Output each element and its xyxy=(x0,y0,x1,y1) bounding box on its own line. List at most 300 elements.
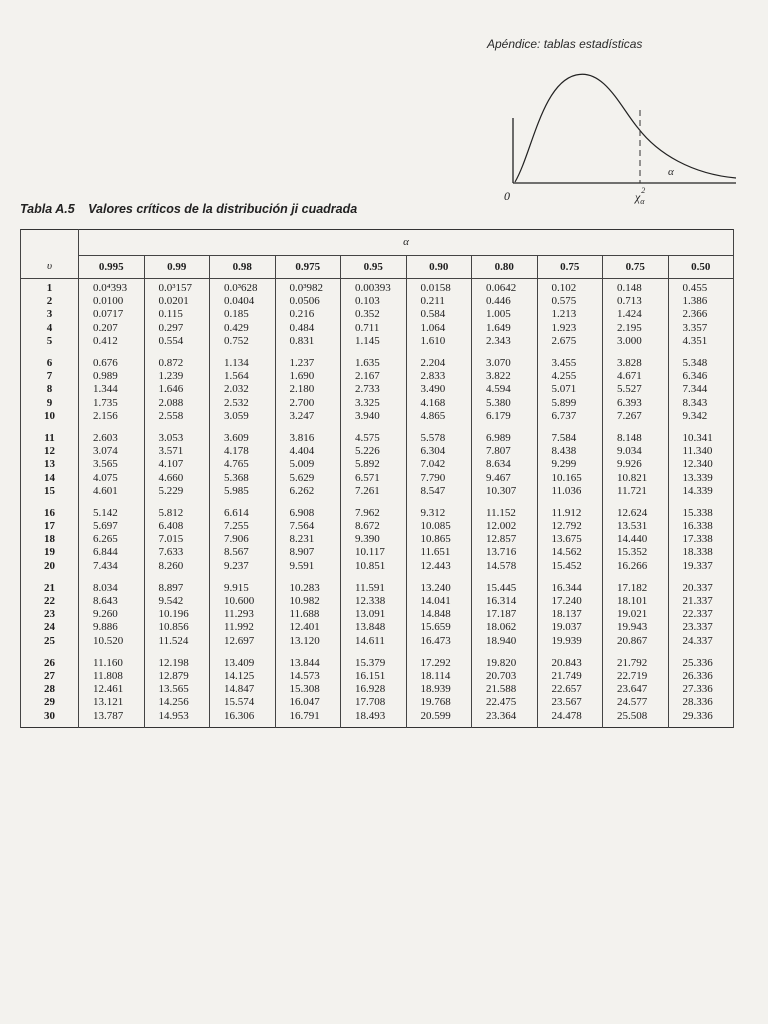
value-cell: 3.490 xyxy=(406,383,472,396)
value-cell: 8.148 xyxy=(603,423,669,445)
table-number: Tabla A.5 xyxy=(20,202,75,216)
value-cell: 16.928 xyxy=(341,683,407,696)
value-cell: 4.351 xyxy=(668,335,734,348)
value-cell: 12.461 xyxy=(79,683,145,696)
value-cell: 12.857 xyxy=(472,533,538,546)
nu-header-spacer xyxy=(21,230,79,256)
value-cell: 1.239 xyxy=(144,370,210,383)
value-cell: 16.338 xyxy=(668,520,734,533)
value-cell: 10.821 xyxy=(603,471,669,484)
value-cell: 10.865 xyxy=(406,533,472,546)
table-row xyxy=(21,471,734,484)
value-cell: 4.865 xyxy=(406,410,472,423)
value-cell: 1.610 xyxy=(406,335,472,348)
value-cell: 7.255 xyxy=(210,520,276,533)
table-row xyxy=(21,485,734,498)
nu-cell: 9 xyxy=(21,397,79,410)
value-cell: 7.434 xyxy=(79,560,145,573)
value-cell: 6.737 xyxy=(537,410,603,423)
value-cell: 21.792 xyxy=(603,648,669,670)
value-cell: 8.547 xyxy=(406,485,472,498)
value-cell: 11.912 xyxy=(537,498,603,520)
value-cell: 8.438 xyxy=(537,445,603,458)
value-cell: 18.493 xyxy=(341,709,407,727)
nu-cell: 19 xyxy=(21,546,79,559)
value-cell: 5.892 xyxy=(341,458,407,471)
table-row xyxy=(21,498,734,520)
value-cell: 12.401 xyxy=(275,621,341,634)
nu-cell: 22 xyxy=(21,595,79,608)
nu-cell: 27 xyxy=(21,670,79,683)
value-cell: 0.185 xyxy=(210,308,276,321)
value-cell: 13.339 xyxy=(668,471,734,484)
value-cell: 15.574 xyxy=(210,696,276,709)
value-cell: 11.524 xyxy=(144,635,210,648)
value-cell: 16.266 xyxy=(603,560,669,573)
value-cell: 19.337 xyxy=(668,560,734,573)
value-cell: 23.337 xyxy=(668,621,734,634)
value-cell: 9.299 xyxy=(537,458,603,471)
value-cell: 0.0³157 xyxy=(144,279,210,296)
value-cell: 6.262 xyxy=(275,485,341,498)
nu-cell: 4 xyxy=(21,322,79,335)
table-row xyxy=(21,648,734,670)
value-cell: 4.075 xyxy=(79,471,145,484)
value-cell: 0.00393 xyxy=(341,279,407,296)
value-cell: 1.564 xyxy=(210,370,276,383)
value-cell: 6.346 xyxy=(668,370,734,383)
value-cell: 2.603 xyxy=(79,423,145,445)
value-cell: 11.591 xyxy=(341,573,407,595)
value-cell: 15.379 xyxy=(341,648,407,670)
value-cell: 4.660 xyxy=(144,471,210,484)
value-cell: 11.992 xyxy=(210,621,276,634)
value-cell: 1.064 xyxy=(406,322,472,335)
value-cell: 0.446 xyxy=(472,295,538,308)
value-cell: 7.261 xyxy=(341,485,407,498)
column-header-row xyxy=(21,256,734,279)
value-cell: 5.985 xyxy=(210,485,276,498)
table-row xyxy=(21,709,734,727)
table-row xyxy=(21,573,734,595)
value-cell: 3.000 xyxy=(603,335,669,348)
value-cell: 2.088 xyxy=(144,397,210,410)
value-cell: 10.851 xyxy=(341,560,407,573)
value-cell: 9.260 xyxy=(79,608,145,621)
value-cell: 13.240 xyxy=(406,573,472,595)
value-cell: 0.713 xyxy=(603,295,669,308)
value-cell: 19.768 xyxy=(406,696,472,709)
value-cell: 11.688 xyxy=(275,608,341,621)
value-cell: 0.831 xyxy=(275,335,341,348)
value-cell: 10.307 xyxy=(472,485,538,498)
value-cell: 19.021 xyxy=(603,608,669,621)
value-cell: 5.071 xyxy=(537,383,603,396)
value-cell: 6.571 xyxy=(341,471,407,484)
nu-cell: 16 xyxy=(21,498,79,520)
value-cell: 12.338 xyxy=(341,595,407,608)
value-cell: 4.178 xyxy=(210,445,276,458)
table-row xyxy=(21,560,734,573)
value-cell: 2.700 xyxy=(275,397,341,410)
value-cell: 7.015 xyxy=(144,533,210,546)
column-header: 0.98 xyxy=(210,256,276,279)
value-cell: 17.708 xyxy=(341,696,407,709)
value-cell: 20.843 xyxy=(537,648,603,670)
value-cell: 3.828 xyxy=(603,348,669,370)
value-cell: 5.527 xyxy=(603,383,669,396)
value-cell: 3.822 xyxy=(472,370,538,383)
value-cell: 0.0⁴393 xyxy=(79,279,145,296)
value-cell: 14.339 xyxy=(668,485,734,498)
value-cell: 0.584 xyxy=(406,308,472,321)
value-cell: 0.352 xyxy=(341,308,407,321)
value-cell: 14.611 xyxy=(341,635,407,648)
value-cell: 13.565 xyxy=(144,683,210,696)
value-cell: 0.872 xyxy=(144,348,210,370)
value-cell: 21.588 xyxy=(472,683,538,696)
nu-cell: 8 xyxy=(21,383,79,396)
value-cell: 10.165 xyxy=(537,471,603,484)
table-row xyxy=(21,635,734,648)
value-cell: 13.844 xyxy=(275,648,341,670)
value-cell: 11.152 xyxy=(472,498,538,520)
value-cell: 8.672 xyxy=(341,520,407,533)
value-cell: 4.594 xyxy=(472,383,538,396)
value-cell: 1.237 xyxy=(275,348,341,370)
value-cell: 2.366 xyxy=(668,308,734,321)
nu-cell: 3 xyxy=(21,308,79,321)
value-cell: 25.336 xyxy=(668,648,734,670)
value-cell: 13.675 xyxy=(537,533,603,546)
value-cell: 0.297 xyxy=(144,322,210,335)
value-cell: 7.633 xyxy=(144,546,210,559)
value-cell: 15.659 xyxy=(406,621,472,634)
value-cell: 0.554 xyxy=(144,335,210,348)
value-cell: 0.103 xyxy=(341,295,407,308)
value-cell: 17.338 xyxy=(668,533,734,546)
value-cell: 9.915 xyxy=(210,573,276,595)
value-cell: 3.565 xyxy=(79,458,145,471)
value-cell: 7.344 xyxy=(668,383,734,396)
value-cell: 15.308 xyxy=(275,683,341,696)
value-cell: 2.167 xyxy=(341,370,407,383)
nu-cell: 11 xyxy=(21,423,79,445)
value-cell: 8.634 xyxy=(472,458,538,471)
value-cell: 14.573 xyxy=(275,670,341,683)
column-header: 0.975 xyxy=(275,256,341,279)
nu-cell: 2 xyxy=(21,295,79,308)
column-header: 0.75 xyxy=(537,256,603,279)
value-cell: 8.643 xyxy=(79,595,145,608)
nu-cell: 25 xyxy=(21,635,79,648)
value-cell: 0.0506 xyxy=(275,295,341,308)
value-cell: 9.390 xyxy=(341,533,407,546)
value-cell: 3.816 xyxy=(275,423,341,445)
value-cell: 6.179 xyxy=(472,410,538,423)
value-cell: 12.198 xyxy=(144,648,210,670)
value-cell: 2.156 xyxy=(79,410,145,423)
value-cell: 6.408 xyxy=(144,520,210,533)
nu-cell: 28 xyxy=(21,683,79,696)
value-cell: 8.231 xyxy=(275,533,341,546)
nu-cell: 1 xyxy=(21,279,79,296)
value-cell: 3.247 xyxy=(275,410,341,423)
value-cell: 1.005 xyxy=(472,308,538,321)
value-cell: 5.368 xyxy=(210,471,276,484)
value-cell: 10.341 xyxy=(668,423,734,445)
value-cell: 2.343 xyxy=(472,335,538,348)
nu-cell: 26 xyxy=(21,648,79,670)
table-row xyxy=(21,621,734,634)
table-row xyxy=(21,595,734,608)
value-cell: 9.312 xyxy=(406,498,472,520)
value-cell: 14.041 xyxy=(406,595,472,608)
value-cell: 4.601 xyxy=(79,485,145,498)
value-cell: 0.989 xyxy=(79,370,145,383)
value-cell: 21.337 xyxy=(668,595,734,608)
value-cell: 7.807 xyxy=(472,445,538,458)
column-header: 0.995 xyxy=(79,256,145,279)
table-body xyxy=(21,279,734,728)
value-cell: 15.352 xyxy=(603,546,669,559)
nu-cell: 20 xyxy=(21,560,79,573)
value-cell: 0.412 xyxy=(79,335,145,348)
value-cell: 2.733 xyxy=(341,383,407,396)
value-cell: 5.380 xyxy=(472,397,538,410)
value-cell: 3.325 xyxy=(341,397,407,410)
value-cell: 3.357 xyxy=(668,322,734,335)
value-cell: 13.120 xyxy=(275,635,341,648)
column-header: 0.80 xyxy=(472,256,538,279)
value-cell: 0.0³628 xyxy=(210,279,276,296)
chi-label: $\chi^2$ α xyxy=(635,186,646,206)
value-cell: 14.847 xyxy=(210,683,276,696)
value-cell: 7.584 xyxy=(537,423,603,445)
value-cell: 3.609 xyxy=(210,423,276,445)
nu-cell: 17 xyxy=(21,520,79,533)
value-cell: 20.599 xyxy=(406,709,472,727)
value-cell: 2.204 xyxy=(406,348,472,370)
value-cell: 16.791 xyxy=(275,709,341,727)
value-cell: 7.962 xyxy=(341,498,407,520)
value-cell: 0.0404 xyxy=(210,295,276,308)
value-cell: 18.114 xyxy=(406,670,472,683)
value-cell: 15.338 xyxy=(668,498,734,520)
value-cell: 10.520 xyxy=(79,635,145,648)
value-cell: 3.455 xyxy=(537,348,603,370)
value-cell: 5.899 xyxy=(537,397,603,410)
value-cell: 7.906 xyxy=(210,533,276,546)
value-cell: 19.943 xyxy=(603,621,669,634)
table-title: Valores críticos de la distribución ji cuadrada xyxy=(88,202,358,216)
nu-cell: 7 xyxy=(21,370,79,383)
value-cell: 7.790 xyxy=(406,471,472,484)
value-cell: 25.508 xyxy=(603,709,669,727)
nu-cell: 12 xyxy=(21,445,79,458)
value-cell: 0.211 xyxy=(406,295,472,308)
value-cell: 16.314 xyxy=(472,595,538,608)
value-cell: 11.340 xyxy=(668,445,734,458)
value-cell: 13.531 xyxy=(603,520,669,533)
column-header: 0.50 xyxy=(668,256,734,279)
table-row xyxy=(21,533,734,546)
value-cell: 0.0100 xyxy=(79,295,145,308)
value-cell: 14.440 xyxy=(603,533,669,546)
value-cell: 9.926 xyxy=(603,458,669,471)
value-cell: 0.455 xyxy=(668,279,734,296)
value-cell: 4.404 xyxy=(275,445,341,458)
value-cell: 1.424 xyxy=(603,308,669,321)
value-cell: 10.117 xyxy=(341,546,407,559)
alpha-header-row xyxy=(21,230,734,256)
value-cell: 5.812 xyxy=(144,498,210,520)
value-cell: 13.121 xyxy=(79,696,145,709)
table-row xyxy=(21,335,734,348)
value-cell: 12.443 xyxy=(406,560,472,573)
value-cell: 16.306 xyxy=(210,709,276,727)
value-cell: 0.115 xyxy=(144,308,210,321)
alpha-label: α xyxy=(668,166,674,178)
value-cell: 0.429 xyxy=(210,322,276,335)
value-cell: 1.649 xyxy=(472,322,538,335)
value-cell: 8.567 xyxy=(210,546,276,559)
value-cell: 1.344 xyxy=(79,383,145,396)
value-cell: 14.953 xyxy=(144,709,210,727)
value-cell: 18.101 xyxy=(603,595,669,608)
column-header: 0.99 xyxy=(144,256,210,279)
table-row xyxy=(21,546,734,559)
value-cell: 4.255 xyxy=(537,370,603,383)
value-cell: 7.042 xyxy=(406,458,472,471)
nu-cell: 24 xyxy=(21,621,79,634)
value-cell: 0.711 xyxy=(341,322,407,335)
nu-cell: 23 xyxy=(21,608,79,621)
table-row xyxy=(21,458,734,471)
value-cell: 10.600 xyxy=(210,595,276,608)
value-cell: 14.578 xyxy=(472,560,538,573)
table-row xyxy=(21,683,734,696)
value-cell: 10.982 xyxy=(275,595,341,608)
table-row xyxy=(21,608,734,621)
value-cell: 17.292 xyxy=(406,648,472,670)
value-cell: 23.647 xyxy=(603,683,669,696)
value-cell: 11.293 xyxy=(210,608,276,621)
value-cell: 0.0717 xyxy=(79,308,145,321)
value-cell: 1.386 xyxy=(668,295,734,308)
value-cell: 10.283 xyxy=(275,573,341,595)
value-cell: 6.304 xyxy=(406,445,472,458)
value-cell: 27.336 xyxy=(668,683,734,696)
running-head: Apéndice: tablas estadísticas xyxy=(487,37,643,51)
value-cell: 6.614 xyxy=(210,498,276,520)
value-cell: 1.145 xyxy=(341,335,407,348)
value-cell: 6.908 xyxy=(275,498,341,520)
value-cell: 0.0642 xyxy=(472,279,538,296)
table-row xyxy=(21,423,734,445)
table-row xyxy=(21,670,734,683)
value-cell: 11.160 xyxy=(79,648,145,670)
value-cell: 2.558 xyxy=(144,410,210,423)
nu-header: υ xyxy=(21,256,79,279)
value-cell: 10.196 xyxy=(144,608,210,621)
value-cell: 14.256 xyxy=(144,696,210,709)
value-cell: 6.265 xyxy=(79,533,145,546)
value-cell: 20.703 xyxy=(472,670,538,683)
value-cell: 11.651 xyxy=(406,546,472,559)
column-header: 0.75 xyxy=(603,256,669,279)
value-cell: 0.102 xyxy=(537,279,603,296)
nu-cell: 18 xyxy=(21,533,79,546)
value-cell: 14.562 xyxy=(537,546,603,559)
table-row xyxy=(21,370,734,383)
value-cell: 0.575 xyxy=(537,295,603,308)
value-cell: 10.856 xyxy=(144,621,210,634)
value-cell: 2.532 xyxy=(210,397,276,410)
value-cell: 3.074 xyxy=(79,445,145,458)
value-cell: 26.336 xyxy=(668,670,734,683)
value-cell: 2.180 xyxy=(275,383,341,396)
value-cell: 3.571 xyxy=(144,445,210,458)
value-cell: 5.142 xyxy=(79,498,145,520)
value-cell: 17.187 xyxy=(472,608,538,621)
nu-cell: 21 xyxy=(21,573,79,595)
value-cell: 6.393 xyxy=(603,397,669,410)
chi-square-density-figure xyxy=(496,58,744,208)
density-curve xyxy=(515,74,736,182)
value-cell: 3.053 xyxy=(144,423,210,445)
nu-cell: 13 xyxy=(21,458,79,471)
alpha-header: α xyxy=(79,230,734,256)
nu-cell: 6 xyxy=(21,348,79,370)
nu-cell: 15 xyxy=(21,485,79,498)
value-cell: 0.148 xyxy=(603,279,669,296)
nu-cell: 29 xyxy=(21,696,79,709)
value-cell: 20.867 xyxy=(603,635,669,648)
table-row xyxy=(21,520,734,533)
value-cell: 8.897 xyxy=(144,573,210,595)
value-cell: 24.337 xyxy=(668,635,734,648)
value-cell: 13.409 xyxy=(210,648,276,670)
value-cell: 0.484 xyxy=(275,322,341,335)
value-cell: 7.267 xyxy=(603,410,669,423)
value-cell: 12.624 xyxy=(603,498,669,520)
value-cell: 12.792 xyxy=(537,520,603,533)
value-cell: 5.229 xyxy=(144,485,210,498)
value-cell: 18.062 xyxy=(472,621,538,634)
table-row xyxy=(21,397,734,410)
value-cell: 3.940 xyxy=(341,410,407,423)
value-cell: 20.337 xyxy=(668,573,734,595)
value-cell: 12.002 xyxy=(472,520,538,533)
value-cell: 19.037 xyxy=(537,621,603,634)
value-cell: 4.575 xyxy=(341,423,407,445)
value-cell: 5.697 xyxy=(79,520,145,533)
value-cell: 0.752 xyxy=(210,335,276,348)
value-cell: 4.765 xyxy=(210,458,276,471)
value-cell: 13.787 xyxy=(79,709,145,727)
value-cell: 8.907 xyxy=(275,546,341,559)
table-row xyxy=(21,383,734,396)
value-cell: 5.629 xyxy=(275,471,341,484)
value-cell: 28.336 xyxy=(668,696,734,709)
value-cell: 11.808 xyxy=(79,670,145,683)
table-row xyxy=(21,348,734,370)
value-cell: 1.735 xyxy=(79,397,145,410)
value-cell: 13.848 xyxy=(341,621,407,634)
table-row xyxy=(21,410,734,423)
value-cell: 11.721 xyxy=(603,485,669,498)
